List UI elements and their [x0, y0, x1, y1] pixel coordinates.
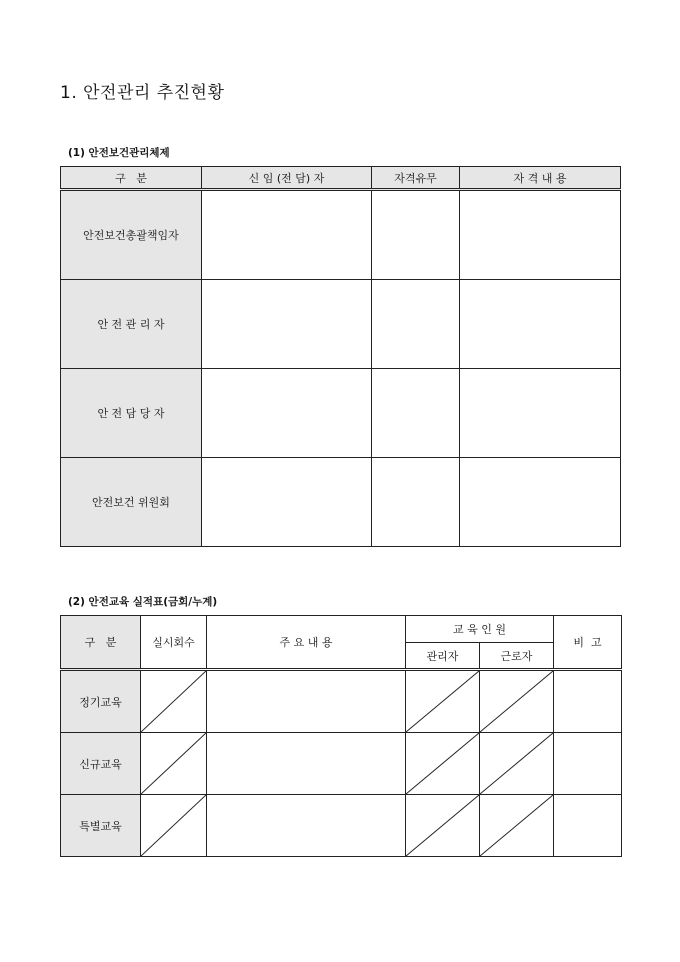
manager-cell[interactable] [406, 795, 480, 857]
manager-cell[interactable] [406, 670, 480, 733]
count-cell[interactable] [141, 670, 207, 733]
header-count: 실시회수 [141, 616, 207, 670]
content-cell[interactable] [207, 795, 406, 857]
diagonal-line [406, 733, 479, 794]
section1-title: (1) 안전보건관리체제 [68, 147, 170, 159]
row-label: 안 전 담 당 자 [61, 369, 202, 458]
qualification-cell[interactable] [372, 190, 460, 280]
table-row [61, 670, 622, 733]
manager-cell[interactable] [406, 733, 480, 795]
row-label: 안전보건 위원회 [61, 458, 202, 547]
table-row [61, 190, 621, 280]
remark-cell[interactable] [554, 733, 622, 795]
diagonal-line [141, 671, 206, 732]
safety-education-table [60, 615, 622, 857]
appointee-cell[interactable] [202, 190, 372, 280]
content-cell[interactable] [207, 670, 406, 733]
table-row [61, 795, 622, 857]
diagonal-line [480, 795, 553, 856]
appointee-cell[interactable] [202, 369, 372, 458]
table-header-row [61, 616, 622, 643]
qualification-cell[interactable] [372, 280, 460, 369]
table-row [61, 458, 621, 547]
count-cell[interactable] [141, 795, 207, 857]
qualification-detail-cell[interactable] [460, 280, 621, 369]
worker-cell[interactable] [480, 733, 554, 795]
header-category: 구 분 [61, 616, 141, 670]
qualification-cell[interactable] [372, 458, 460, 547]
diagonal-line [480, 671, 553, 732]
qualification-detail-cell[interactable] [460, 458, 621, 547]
row-label: 특별교육 [61, 795, 141, 857]
row-label: 정기교육 [61, 670, 141, 733]
diagonal-line [141, 733, 206, 794]
diagonal-line [480, 733, 553, 794]
diagonal-line [141, 795, 206, 856]
table-header-row [61, 167, 621, 190]
appointee-cell[interactable] [202, 458, 372, 547]
table-row [61, 733, 622, 795]
worker-cell[interactable] [480, 795, 554, 857]
header-personnel: 교 육 인 원 [406, 616, 554, 643]
qualification-cell[interactable] [372, 369, 460, 458]
header-content: 주 요 내 용 [207, 616, 406, 670]
row-label: 안전보건총괄책임자 [61, 190, 202, 280]
worker-cell[interactable] [480, 670, 554, 733]
table-row [61, 369, 621, 458]
qualification-detail-cell[interactable] [460, 369, 621, 458]
header-qualification: 자격유무 [372, 167, 460, 190]
content-cell[interactable] [207, 733, 406, 795]
diagonal-line [406, 671, 479, 732]
page-heading: 1. 안전관리 추진현황 [60, 83, 225, 103]
count-cell[interactable] [141, 733, 207, 795]
appointee-cell[interactable] [202, 280, 372, 369]
diagonal-line [406, 795, 479, 856]
header-qualification-detail: 자 격 내 용 [460, 167, 621, 190]
row-label: 안 전 관 리 자 [61, 280, 202, 369]
header-worker: 근로자 [480, 643, 554, 670]
header-appointee: 신 임 (전 담) 자 [202, 167, 372, 190]
header-remark: 비 고 [554, 616, 622, 670]
remark-cell[interactable] [554, 670, 622, 733]
section2-title: (2) 안전교육 실적표(금회/누계) [68, 596, 218, 608]
header-category: 구 분 [61, 167, 202, 190]
table-row [61, 280, 621, 369]
remark-cell[interactable] [554, 795, 622, 857]
header-manager: 관리자 [406, 643, 480, 670]
safety-management-table [60, 166, 621, 547]
qualification-detail-cell[interactable] [460, 190, 621, 280]
row-label: 신규교육 [61, 733, 141, 795]
